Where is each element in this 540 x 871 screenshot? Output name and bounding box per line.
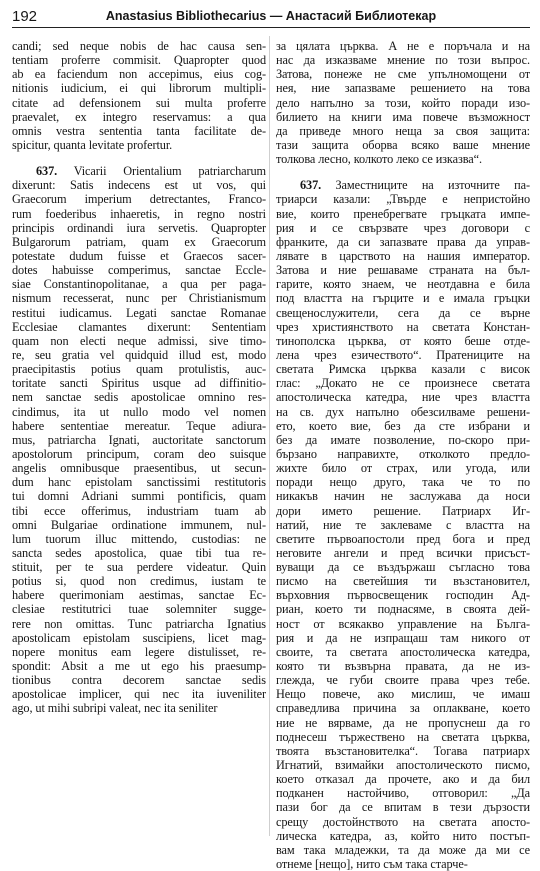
line-text: lum tuorum illuc mittendo, custodias: ne xyxy=(12,531,266,546)
text-line xyxy=(12,221,266,235)
text-line xyxy=(276,772,530,786)
line-text: вие, които пренебрегвате гръцката импе- xyxy=(276,206,530,221)
text-line xyxy=(276,390,530,404)
section-number: 637. xyxy=(36,164,58,179)
text-line xyxy=(12,362,266,376)
paragraph xyxy=(276,178,530,871)
text-line xyxy=(276,461,530,475)
line-text: рия и се свързвате чрез договори с xyxy=(276,220,530,235)
line-text: citate ad defensionem sui multa proferre xyxy=(12,95,266,110)
text-line xyxy=(12,53,266,67)
text-line xyxy=(276,110,530,124)
text-line xyxy=(12,518,266,532)
text-line xyxy=(276,631,530,645)
line-text: глежда, че губи своите права чрез тебе. xyxy=(276,673,530,688)
line-text: гарите, която знаем, че неотдавна е била xyxy=(276,277,530,292)
text-line xyxy=(276,348,530,362)
line-text: дело напълно за този, който поради изо- xyxy=(276,95,530,110)
text-line xyxy=(12,138,266,152)
text-line xyxy=(12,560,266,574)
text-line xyxy=(12,631,266,645)
line-text: толкова лесно, колкото леко се изказва“. xyxy=(276,152,482,167)
text-line xyxy=(276,744,530,758)
text-line xyxy=(276,758,530,772)
text-line xyxy=(276,602,530,616)
text-line xyxy=(12,376,266,390)
text-line xyxy=(276,475,530,489)
text-line xyxy=(276,659,530,673)
text-line xyxy=(276,320,530,334)
section-number: 637. xyxy=(300,178,322,193)
text-line xyxy=(276,152,530,166)
line-text: dum hanc epistolam sanctissimi restitutoris xyxy=(12,475,266,490)
paragraph xyxy=(12,39,266,152)
column-divider xyxy=(269,36,270,836)
text-line xyxy=(12,291,266,305)
line-text: лявате в царството на нашия император. xyxy=(276,248,530,263)
text-line xyxy=(276,277,530,291)
line-text: нея, ние запазваме решението на това xyxy=(276,81,530,96)
text-line xyxy=(276,124,530,138)
line-text: Затова, понеже не сме упълномощени от xyxy=(276,67,530,82)
text-line xyxy=(12,659,266,673)
paragraph xyxy=(276,39,530,166)
text-line xyxy=(276,829,530,843)
line-text: Затова и ние решаваме страната на бъл- xyxy=(276,263,530,278)
text-line xyxy=(12,277,266,291)
line-text: apostolicae implicer, qui nec ita iuveniliter xyxy=(12,687,266,702)
text-line xyxy=(12,96,266,110)
line-text: бързано направихте, отколкото предло- xyxy=(276,446,530,461)
text-line xyxy=(276,716,530,730)
line-text: лена чрез езичеството“. Пратениците на xyxy=(276,347,530,362)
text-line xyxy=(276,574,530,588)
line-text: под властта на гърците и е имала гръцки xyxy=(276,291,530,306)
line-text: справедлива причина за оплакване, което xyxy=(276,701,530,716)
page-header xyxy=(12,5,530,28)
line-text: върховния първосвещеник господин Ад- xyxy=(276,588,530,603)
line-text: re, seu gratia vel quidquid illud est, modo xyxy=(12,347,266,362)
text-line xyxy=(276,786,530,800)
line-text: светата Римска църква казали с висок xyxy=(276,362,530,377)
line-text: omni Bulgariae ordinatione immunem, nul- xyxy=(12,517,266,532)
line-text: potius si, quod non credimus, iustam te xyxy=(12,574,266,589)
line-text: глас: „Докато не се произнесе светата xyxy=(276,376,530,391)
line-text: дори името решение. Патриарх Иг- xyxy=(276,503,530,518)
text-line xyxy=(12,320,266,334)
line-text: habere querimoniam aestimas, sanctae Ec- xyxy=(12,588,266,603)
line-text: ab ea faciendum non accepimus, eius cog- xyxy=(12,67,266,82)
text-line xyxy=(12,334,266,348)
line-text: nopere monitus eam legere distulisset, re- xyxy=(12,644,266,659)
line-text: Нещо повече, ако мислиш, че имаш xyxy=(276,687,530,702)
text-line xyxy=(12,348,266,362)
line-text: апостолическа катедра, ние чрез властта xyxy=(276,390,530,405)
line-text: отнеме [нещо], нито съм така старче- xyxy=(276,857,468,871)
text-line xyxy=(276,617,530,631)
text-line xyxy=(276,334,530,348)
line-text: Игнатий, взимайки апостолическото писмо, xyxy=(276,758,530,773)
bulgarian-column xyxy=(276,39,530,871)
line-text: praecipitastis potius quam protulistis, auc- xyxy=(12,362,266,377)
line-text: nem sanctae sedis apostolicae omnino res- xyxy=(12,390,266,405)
text-line xyxy=(12,81,266,95)
text-line xyxy=(276,178,530,192)
line-text: dixerunt: Satis indecens est ut vos, qui xyxy=(12,178,266,193)
line-text: никакъв начин не заслужава да носи xyxy=(276,489,530,504)
line-text: praevalet, ex integro reservamus: a qua xyxy=(12,109,266,124)
text-line xyxy=(276,53,530,67)
line-text: rum foederibus inhaeretis, in regno nostri xyxy=(12,206,266,221)
line-text: nitionis iudicium, ei qui librorum multipli- xyxy=(12,81,266,96)
text-line xyxy=(12,306,266,320)
line-text: apostolicam epistolam suscipiens, licet mag- xyxy=(12,630,266,645)
text-line xyxy=(12,390,266,404)
line-text: apostolorum principum, coram deo suisque xyxy=(12,446,266,461)
line-text: candi; sed neque nobis de hac causa sen- xyxy=(12,39,266,53)
line-text: лическа катедра, аз, който нито постъп- xyxy=(276,828,530,843)
line-text: tionibus contra decorem sanctae sedis xyxy=(12,673,266,688)
line-text: триарси казали: „Твърде е непристойно xyxy=(276,192,530,207)
text-line xyxy=(12,39,266,53)
line-text: нас да изказваме мнение по този въпрос. xyxy=(276,53,530,68)
text-line xyxy=(276,221,530,235)
line-text: рия и да не изпращаш там никого от xyxy=(276,630,530,645)
line-text: жихте било от страх, или угода, или xyxy=(276,461,530,476)
text-line xyxy=(276,419,530,433)
line-text: своите, та светата апостолическа катедра, xyxy=(276,644,530,659)
line-text: dotes habuisse comperimus, sanctae Eccle- xyxy=(12,263,266,278)
line-text: натий, ние те заклеваме с властта на xyxy=(276,517,530,532)
text-line xyxy=(12,602,266,616)
text-line xyxy=(276,546,530,560)
line-text: билието на книги има повече възможност xyxy=(276,109,530,124)
line-text: rere non omittas. Tunc patriarcha Ignatius xyxy=(12,616,266,631)
line-text: tui domni Adriani summi pontificis, quam xyxy=(12,489,266,504)
line-text: mus, patriarcha Ignati, auctoritate sanctorum xyxy=(12,432,266,447)
line-text: tibi ecce offerimus, industriam tuam ab xyxy=(12,503,266,518)
text-line xyxy=(276,67,530,81)
line-text: omnis vestra sententia tanta facilitate de- xyxy=(12,123,266,138)
line-text: toritate sancti Spiritus usque ad diffinitio- xyxy=(12,376,266,391)
text-line xyxy=(12,532,266,546)
text-line xyxy=(276,362,530,376)
text-line xyxy=(276,306,530,320)
line-text: ние не вярваме, да не пропуснеш да го xyxy=(276,715,530,730)
line-text: stituit, per te sua perdere videatur. Quin xyxy=(12,560,266,575)
paragraph-gap xyxy=(12,152,266,164)
line-text: nismum recesserat, nunc per Christianismum xyxy=(12,291,266,306)
line-text: ето, което вие, без да сте избрани и xyxy=(276,418,530,433)
line-text: твоята възстановителка“. Тогава патриарх xyxy=(276,743,530,758)
text-line xyxy=(276,800,530,814)
text-line xyxy=(12,504,266,518)
text-line xyxy=(12,419,266,433)
text-line xyxy=(276,518,530,532)
line-text: вуващи да се въздържаш съгласно това xyxy=(276,560,530,575)
line-text: restitui iudicamus. Legati sanctae Romanae xyxy=(12,305,266,320)
text-line xyxy=(276,489,530,503)
text-line xyxy=(12,164,266,178)
line-text: поднесеш тържествено на светата църква, xyxy=(276,729,530,744)
paragraph-gap xyxy=(276,166,530,178)
text-line xyxy=(12,249,266,263)
page-number: 192 xyxy=(12,8,38,25)
text-line xyxy=(276,857,530,871)
line-text: франките, да си запазвате права да управ- xyxy=(276,234,530,249)
line-text: ago, ut mihi subripi valeat, nec ita seniliter xyxy=(12,701,218,716)
text-line xyxy=(276,843,530,857)
line-text: чрез християнството на светата Констан- xyxy=(276,319,530,334)
line-text: Vicarii Orientalium patriarcharum xyxy=(73,164,266,179)
line-text: Ecclesiae clamantes dixerunt: Sententiam xyxy=(12,319,266,334)
line-text: риан, което ти поднасяме, в своята дей- xyxy=(276,602,530,617)
line-text: без да имате позволение, по-скоро при- xyxy=(276,432,530,447)
text-line xyxy=(276,235,530,249)
text-line xyxy=(276,504,530,518)
text-line xyxy=(12,617,266,631)
line-text: вам така младежки, та да може да ми се xyxy=(276,842,530,857)
line-text: срещу достойнството на светата апосто- xyxy=(276,814,530,829)
text-line xyxy=(12,475,266,489)
line-text: тинополска църква, от която беше отде- xyxy=(276,333,530,348)
text-line xyxy=(276,81,530,95)
text-line xyxy=(276,447,530,461)
text-line xyxy=(276,192,530,206)
text-line xyxy=(12,124,266,138)
line-text: potestate dudum fuisse et Graecos sacer- xyxy=(12,248,266,263)
text-line xyxy=(276,376,530,390)
line-text: quam non electi neque admissi, sive timo- xyxy=(12,333,266,348)
text-line xyxy=(12,673,266,687)
text-line xyxy=(12,433,266,447)
line-text: tentiam proferre commisit. Quapropter quod xyxy=(12,53,266,68)
line-text: Graecorum imperium detrectantes, Franco- xyxy=(12,192,266,207)
text-line xyxy=(12,546,266,560)
line-text: ност от всякакво управление на Бълга- xyxy=(276,616,530,631)
text-line xyxy=(276,730,530,744)
text-line xyxy=(276,96,530,110)
text-line xyxy=(12,263,266,277)
line-text: свещенослужители, сега да се върне xyxy=(276,305,530,320)
text-line xyxy=(12,178,266,192)
line-text: spicitur, quanta levitate profertur. xyxy=(12,137,173,152)
text-line xyxy=(276,560,530,574)
line-text: писмо на светейшия ти възстановител, xyxy=(276,574,530,589)
text-line xyxy=(276,405,530,419)
latin-column xyxy=(12,39,266,716)
line-text: principis ordinandi iura servetis. Quapropter xyxy=(12,220,266,235)
line-text: подканен настойчиво, отговорил: „Да xyxy=(276,786,530,801)
line-text: тази защита оборва всяко ваше мнение xyxy=(276,137,530,152)
text-line xyxy=(12,67,266,81)
text-line xyxy=(12,687,266,701)
text-line xyxy=(276,249,530,263)
line-text: siae Constantinopolitanae, a qua per paga- xyxy=(12,277,266,292)
text-line xyxy=(12,588,266,602)
line-text: да приведе много неща за своя защита: xyxy=(276,123,530,138)
text-line xyxy=(276,645,530,659)
line-text: sancta sedes apostolica, quae tibi tua re- xyxy=(12,545,266,560)
text-line xyxy=(12,447,266,461)
text-line xyxy=(276,687,530,701)
line-text: което отказал да прочете, ако и да бил xyxy=(276,772,530,787)
text-line xyxy=(12,405,266,419)
text-line xyxy=(276,815,530,829)
line-text: за цялата църква. А не е поръчала и на xyxy=(276,39,530,53)
line-text: която ти възвърна правата, да не из- xyxy=(276,659,530,674)
text-line xyxy=(276,433,530,447)
line-text: spondit: Absit a me ut ego his praesump- xyxy=(12,659,266,674)
line-text: habere sententiae mereatur. Teque adiura- xyxy=(12,418,266,433)
line-text: angelis omnibusque praesentibus, ut secun- xyxy=(12,461,266,476)
text-line xyxy=(276,138,530,152)
text-line xyxy=(276,39,530,53)
text-line xyxy=(12,645,266,659)
text-line xyxy=(276,673,530,687)
text-line xyxy=(276,701,530,715)
line-text: Bulgarorum patriam, quam ex Graecorum xyxy=(12,234,266,249)
text-line xyxy=(12,701,266,715)
text-line xyxy=(12,461,266,475)
text-line xyxy=(276,588,530,602)
text-line xyxy=(12,574,266,588)
line-text: clesiae restitutrici tuae solemniter sugge- xyxy=(12,602,266,617)
text-line xyxy=(12,207,266,221)
text-line xyxy=(12,235,266,249)
line-text: светите първоапостоли пред бога и пред xyxy=(276,531,530,546)
line-text: Заместниците на източните па- xyxy=(335,178,530,193)
paragraph xyxy=(12,164,266,715)
running-head: Anastasius Bibliothecarius — Анастасий Библиотекар xyxy=(105,9,437,23)
line-text: пази бог да се впитам в тези дързости xyxy=(276,800,530,815)
line-text: на св. дух напълно обезсилваме решени- xyxy=(276,404,530,419)
text-line xyxy=(276,532,530,546)
line-text: cindimus, ita ut nullo modo vel nomen xyxy=(12,404,266,419)
text-line xyxy=(276,263,530,277)
text-line xyxy=(276,207,530,221)
text-line xyxy=(12,192,266,206)
line-text: поради нещо друго, така че то по xyxy=(276,475,530,490)
line-text: неговите ангели и пред всички присъст- xyxy=(276,545,530,560)
text-line xyxy=(12,110,266,124)
text-line xyxy=(12,489,266,503)
text-line xyxy=(276,291,530,305)
